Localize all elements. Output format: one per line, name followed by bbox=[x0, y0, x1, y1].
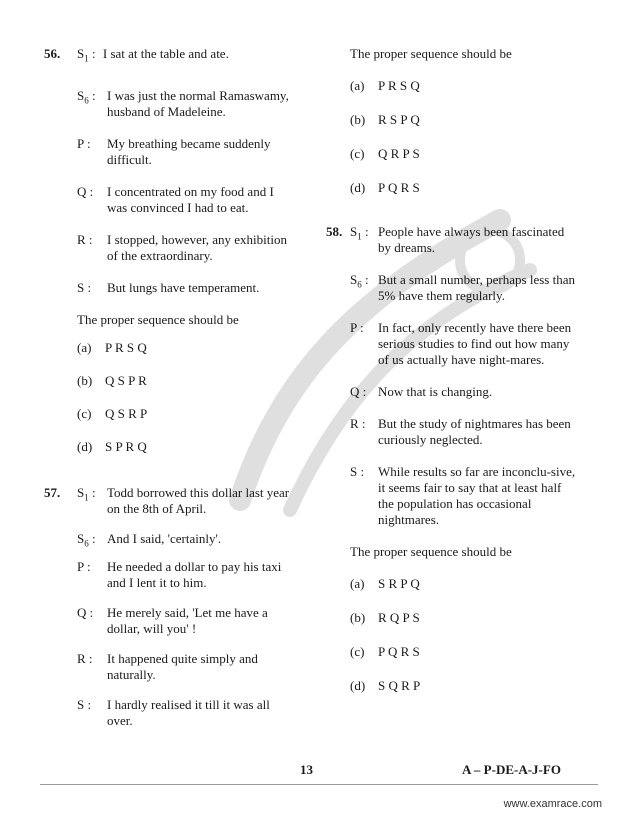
source-url[interactable]: www.examrace.com bbox=[503, 798, 602, 810]
s1-tag: $S_1$ : bbox=[350, 224, 369, 242]
p-tag: P : bbox=[77, 559, 91, 574]
q58-s1 bbox=[328, 224, 578, 256]
q-tag: Q : bbox=[350, 384, 367, 399]
p-text: He needed a dollar to pay his taxi and I lent it to him. bbox=[107, 559, 282, 590]
r-tag: R : bbox=[77, 232, 93, 247]
q57-r bbox=[44, 651, 294, 683]
q-text: Now that is changing. bbox=[378, 384, 493, 399]
s6-text: And I said, 'certainly'. bbox=[107, 531, 222, 546]
q-text: I concentrated on my food and I was convinced I had to eat. bbox=[107, 184, 274, 215]
q57-s1 bbox=[44, 485, 294, 517]
q57-options bbox=[350, 78, 578, 196]
q57-s bbox=[44, 697, 294, 729]
sequence-prompt: The proper sequence should be bbox=[350, 46, 512, 61]
q56-p bbox=[44, 136, 294, 168]
q58-p bbox=[328, 320, 578, 368]
option-d[interactable]: (d) P Q R S bbox=[350, 180, 420, 195]
option-d[interactable]: (d) S Q R P bbox=[350, 678, 421, 693]
right-column bbox=[328, 46, 578, 694]
p-text: My breathing became suddenly difficult. bbox=[107, 136, 271, 167]
r-text: It happened quite simply and naturally. bbox=[107, 651, 258, 682]
q58-s6 bbox=[328, 272, 578, 304]
option-c[interactable]: (c) Q S R P bbox=[77, 406, 148, 421]
option-a[interactable]: (a) P R S Q bbox=[77, 340, 147, 355]
p-tag: P : bbox=[77, 136, 91, 151]
option-c[interactable]: (c) P Q R S bbox=[350, 644, 420, 659]
footer-divider bbox=[40, 784, 598, 785]
q56-s6 bbox=[77, 88, 294, 120]
page-number: 13 bbox=[300, 762, 313, 777]
s1-tag: $S_1$ : bbox=[77, 46, 96, 64]
sequence-prompt: The proper sequence should be bbox=[77, 312, 239, 327]
q56-options bbox=[77, 340, 294, 455]
r-tag: R : bbox=[350, 416, 366, 431]
s1-tag: $S_1$ : bbox=[77, 485, 96, 503]
p-text: In fact, only recently have there been serious studies to find out how many of us actually have night-mares. bbox=[378, 320, 572, 367]
r-text: I stopped, however, any exhibition of the extraordinary. bbox=[107, 232, 287, 263]
s6-text: I was just the normal Ramaswamy, husband of Madeleine. bbox=[107, 88, 289, 119]
s-text: But lungs have temperament. bbox=[107, 280, 260, 295]
s1-text: Todd borrowed this dollar last year on the 8th of April. bbox=[107, 485, 290, 516]
s1-text: I sat at the table and ate. bbox=[102, 46, 229, 61]
sequence-prompt: The proper sequence should be bbox=[350, 544, 512, 559]
q58-s bbox=[328, 464, 578, 528]
s6-tag: $S_6$ : bbox=[77, 88, 96, 106]
q56-s1 bbox=[44, 46, 294, 66]
s-text: I hardly realised it till it was all over. bbox=[107, 697, 270, 728]
option-a[interactable]: (a) P R S Q bbox=[350, 78, 420, 93]
option-a[interactable]: (a) S R P Q bbox=[350, 576, 420, 591]
q-text: He merely said, 'Let me have a dollar, will you' ! bbox=[107, 605, 268, 636]
q57-p bbox=[44, 559, 294, 591]
q-tag: Q : bbox=[77, 184, 94, 199]
r-text: But the study of nightmares has been curiously neglected. bbox=[378, 416, 571, 447]
s1-text: People have always been fascinated by dreams. bbox=[378, 224, 565, 255]
question-number: 56. bbox=[44, 46, 61, 61]
q57-s6 bbox=[44, 531, 294, 547]
option-b[interactable]: (b) Q S P R bbox=[77, 373, 147, 388]
booklet-code: A – P-DE-A-J-FO bbox=[462, 762, 561, 777]
q57-q bbox=[44, 605, 294, 637]
q58-r bbox=[328, 416, 578, 448]
q56-r bbox=[44, 232, 294, 264]
question-number: 57. bbox=[44, 485, 61, 500]
s6-tag: $S_6$ : bbox=[77, 531, 96, 549]
r-tag: R : bbox=[77, 651, 93, 666]
option-d[interactable]: (d) S P R Q bbox=[77, 439, 147, 454]
option-b[interactable]: (b) R S P Q bbox=[350, 112, 420, 127]
q-tag: Q : bbox=[77, 605, 94, 620]
s-tag: S : bbox=[77, 280, 92, 295]
q58-q bbox=[328, 384, 578, 400]
question-number: 58. bbox=[326, 224, 343, 239]
s6-text: But a small number, perhaps less than 5% have them regularly. bbox=[378, 272, 575, 303]
s-text: While results so far are inconclu-sive, it seems fair to say that at least half the population has occasional nightmares. bbox=[378, 464, 576, 527]
q56-q bbox=[44, 184, 294, 216]
option-c[interactable]: (c) Q R P S bbox=[350, 146, 420, 161]
q56-s bbox=[44, 280, 294, 296]
s6-tag: $S_6$ : bbox=[350, 272, 369, 290]
s-tag: S : bbox=[77, 697, 92, 712]
s-tag: S : bbox=[350, 464, 365, 479]
left-column bbox=[44, 46, 294, 729]
option-b[interactable]: (b) R Q P S bbox=[350, 610, 420, 625]
p-tag: P : bbox=[350, 320, 364, 335]
q58-options bbox=[350, 576, 578, 694]
